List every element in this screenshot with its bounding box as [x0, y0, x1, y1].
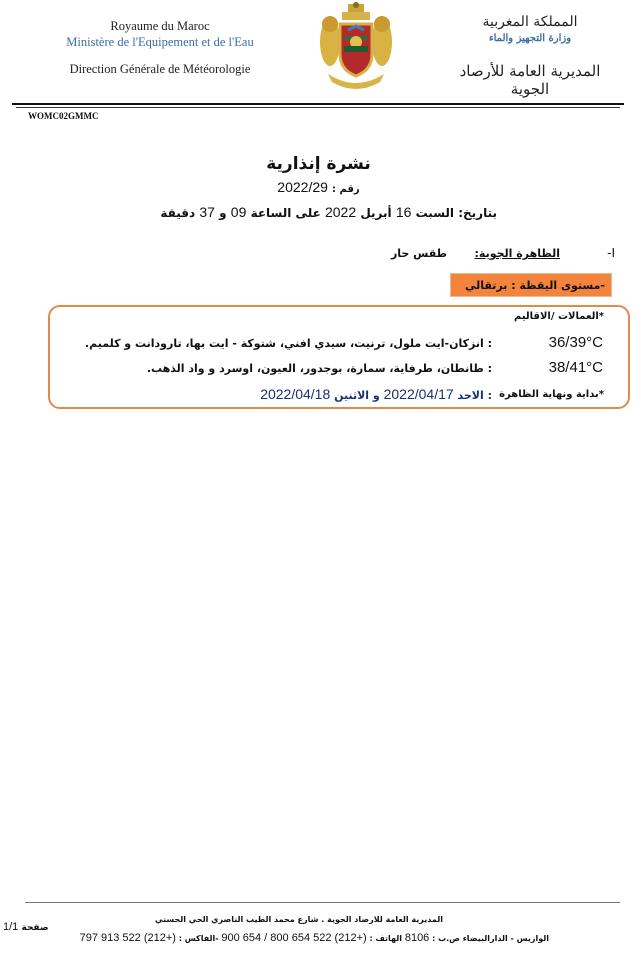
- period-end: 2022/04/18: [260, 386, 331, 402]
- footer-divider: [25, 902, 620, 903]
- date-at: على الساعة: [250, 206, 321, 220]
- ministry-name-fr: Ministère de l'Equipement et de l'Eau: [66, 35, 254, 49]
- kingdom-name-ar: المملكة المغربية: [482, 14, 578, 30]
- kingdom-name-fr: Royaume du Maroc: [110, 19, 210, 33]
- date-year: 2022: [324, 204, 357, 220]
- bulletin-number: [0, 179, 637, 196]
- page-value: 1/1: [3, 921, 19, 933]
- temperature-range: 38/41°C: [548, 359, 603, 376]
- page-label: صفحة: [21, 923, 49, 933]
- phenomenon-value: طقس حار: [390, 247, 447, 260]
- header-divider-thin: [16, 107, 620, 108]
- footer-fax-label: -الفاكس :: [178, 934, 219, 943]
- bulletin-code: WOMC02GMMC: [28, 111, 99, 121]
- affected-areas: : انزكان-ايت ملول، ترنيت، سيدي افني، شتوكة - ايت بها، تارودانت و كلميم.: [84, 337, 492, 350]
- date-day: السبت: [415, 206, 455, 220]
- directorate-name-fr: Direction Générale de Météorologie: [69, 62, 251, 76]
- header-arabic: [440, 12, 620, 98]
- affected-areas: : طانطان، طرفاية، سمارة، بوجدور، العيون، اوسرد و واد الذهب.: [146, 362, 492, 375]
- period-prefix: : الاحد: [457, 389, 492, 402]
- directorate-name-ar: المديرية العامة للأرصاد الجوية: [459, 62, 601, 98]
- date-hour: 09: [230, 204, 247, 220]
- footer-contacts: [80, 932, 549, 944]
- footer-fax: (+212) 522 913 797: [79, 932, 176, 944]
- footer-phone-label: الهاتف :: [369, 934, 403, 943]
- number-value: 2022/29: [277, 179, 328, 195]
- date-minutes: 37: [199, 204, 215, 220]
- phenomenon-label: الظاهرة الجوية:: [474, 247, 560, 260]
- ministry-name-ar: وزارة التجهيز والماء: [488, 33, 572, 44]
- period-label: *بداية ونهاية الظاهرة: [499, 389, 604, 400]
- date-min-label: دقيقة: [160, 206, 196, 220]
- header-french: [40, 18, 280, 77]
- period-start: 2022/04/17: [383, 386, 454, 402]
- footer-city-po: الوازيس - الدارالبيضاء ص.ب :: [432, 934, 549, 943]
- number-label: رقم :: [332, 184, 360, 195]
- header-divider: [12, 103, 624, 105]
- date-month: أبريل: [360, 206, 392, 220]
- date-num: 16: [395, 204, 412, 220]
- footer-address: المديرية العامة للارصاد الجوية . شارع محمد الطيب الناصري الحي الحسني: [154, 915, 443, 924]
- bulletin-date: [160, 204, 497, 220]
- period-mid: و الاثنين: [334, 389, 380, 402]
- date-label: بتاريخ:: [458, 206, 497, 220]
- footer-po-box: 8106: [404, 932, 430, 944]
- footer-phone: (+212) 522 654 800 / 654 900: [221, 932, 367, 944]
- coat-of-arms-icon: [318, 2, 394, 92]
- page-indicator: [3, 921, 57, 933]
- temperature-range: 36/39°C: [548, 334, 603, 351]
- period-value: [260, 386, 492, 402]
- bulletin-title: نشرة إنذارية: [266, 154, 371, 174]
- section-number: I-: [607, 246, 615, 260]
- regions-label: *العمالات /الاقاليم: [514, 311, 604, 322]
- alert-level-badge: -مستوى اليقظة : برتقالي: [450, 273, 612, 297]
- date-and: و: [219, 206, 227, 220]
